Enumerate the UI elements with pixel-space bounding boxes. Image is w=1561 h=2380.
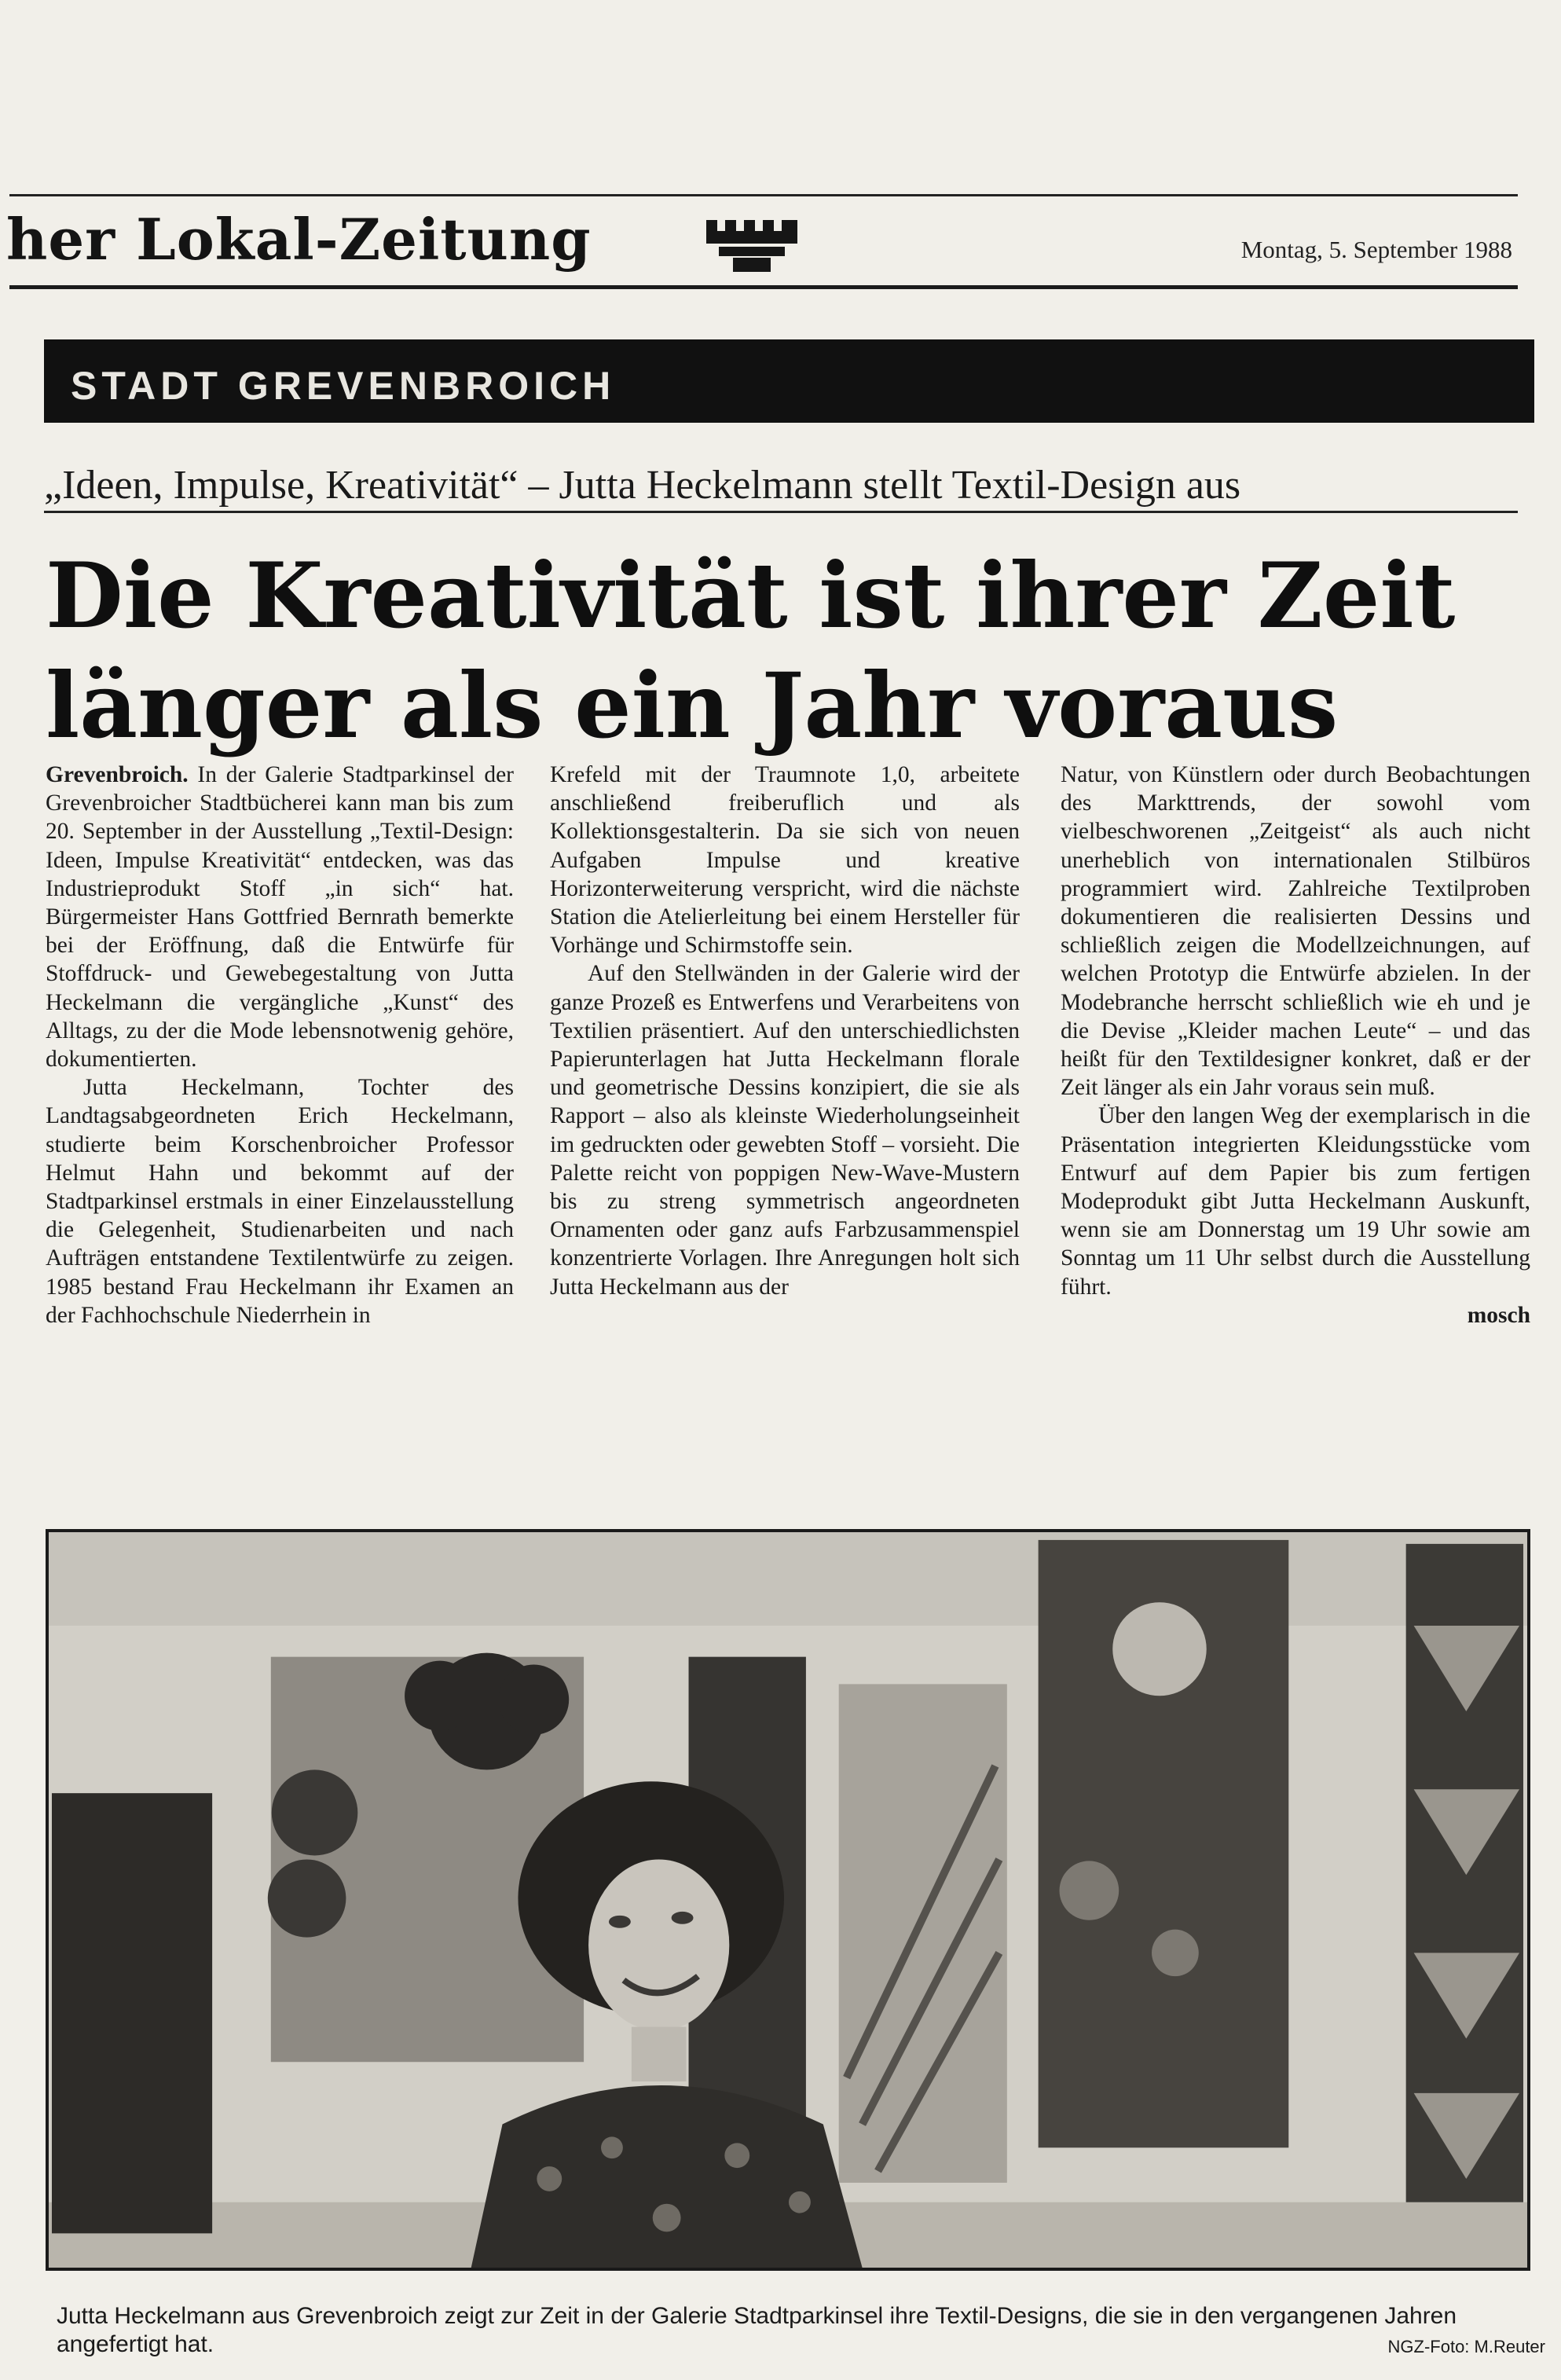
exhibition-photo-image <box>49 1532 1527 2268</box>
exhibition-photo <box>46 1529 1530 2271</box>
paragraph: Über den langen Weg der exemplarisch in die Präsentation integrierten Kleidungsstücke vom Entwurf auf dem Papier bis zum fertigen Modeprodukt gibt Jutta Heckelmann Auskunft, wenn sie am Donnerstag um 19 Uhr sowie am Sonntag um 11 Uhr selbst durch die Ausstellung führt. <box>1061 1103 1530 1300</box>
masthead-name: her Lokal-Zeitung <box>6 206 592 273</box>
masthead-rule-bottom <box>9 285 1518 289</box>
kicker-rule <box>44 511 1518 513</box>
paragraph: Krefeld mit der Traumnote 1,0, arbeitete anschließend freiberuflich und als Kollektionsgestalterin. Da sie sich von neuen Aufgaben Impulse und kreative Horizonterweiterung verspricht, wird die nächste Station die Atelierleitung bei einem Hersteller für Vorhänge und Schirmstoffe sein. <box>550 762 1020 959</box>
photo-credit: NGZ-Foto: M.Reuter <box>1387 2337 1545 2356</box>
paragraph-text: In der Galerie Stadtparkinsel der Grevenbroicher Stadtbücherei kann man bis zum 20. September in der Ausstellung „Textil-Design: Ideen, Impulse Kreativität“ entdecken, was das Industrieprodukt Stoff „in sich“ hat. Bürgermeister Hans Gottfried Bernrath bemerkte bei der Eröffnung, daß die Entwürfe für Stoffdruck- und Gewebegestaltung von Jutta Heckelmann die vergängliche „Kunst“ des Alltags, zu der die Mode lebensnotwenig gehöre, dokumentierten. <box>46 762 514 1073</box>
section-label: STADT GREVENBROICH <box>71 364 616 408</box>
dateline: Grevenbroich. <box>46 762 189 787</box>
article-headline: Die Kreativität ist ihrer Zeit länger als ein Jahr voraus <box>46 543 1456 758</box>
article-kicker: „Ideen, Impulse, Kreativität“ – Jutta Heckelmann stellt Textil-Design aus <box>44 463 1241 508</box>
paragraph: Natur, von Künstlern oder durch Beobachtungen des Markttrends, der sowohl vom vielbeschworenen „Zeitgeist“ als auch nicht unerheblich von internationalen Stilbüros programmiert wird. Zahlreiche Textilproben dokumentieren die realisierten Dessins und schließlich zeigen die Modellzeichnungen, auf welchen Prototyp die Entwürfe abzielen. In der Modebranche herrscht schließlich wie eh und je die Devise „Kleider machen Leute“ – und das heißt für den Textildesigner konkret, daß er der Zeit länger als ein Jahr voraus sein muß. <box>1061 762 1530 1101</box>
author-signature: mosch <box>1467 1302 1530 1328</box>
castle-crest-icon <box>702 214 802 275</box>
article-column-3 <box>1061 761 1530 1483</box>
paragraph: Jutta Heckelmann, Tochter des Landtagsabgeordneten Erich Heckelmann, studierte beim Korschenbroicher Professor Helmut Hahn und bekommt auf der Stadtparkinsel erstmals in einer Einzelausstellung die Gelegenheit, Studienarbeiten und nach Aufträgen entstandene Textilentwürfe zu zeigen. 1985 bestand Frau Heckelmann ihr Examen an der Fachhochschule Niederrhein in <box>46 1075 514 1328</box>
masthead-rule-top <box>9 194 1518 196</box>
photo-caption: Jutta Heckelmann aus Grevenbroich zeigt zur Zeit in der Galerie Stadtparkinsel ihre Textil-Designs, die sie in den vergangenen Jahren angefertigt hat. <box>57 2303 1457 2357</box>
article-column-1 <box>46 761 514 1483</box>
masthead-date: Montag, 5. September 1988 <box>1240 236 1512 263</box>
paragraph: Auf den Stellwänden in der Galerie wird der ganze Prozeß es Entwerfens und Verarbeitens von Textilien präsentiert. Auf den unterschiedlichsten Papierunterlagen hat Jutta Heckelmann florale und geometrische Dessins konzipiert, die sie als Rapport – also als kleinste Wiederholungseinheit im gedruckten oder gewebten Stoff – vorsieht. Die Palette reicht von poppigen New-Wave-Mustern bis zu streng symmetrisch angeordneten Ornamenten oder ganz aufs Farbzusammenspiel konzentrierte Vorlagen. Ihre Anregungen holt sich Jutta Heckelmann aus der <box>550 961 1020 1300</box>
article-column-2 <box>550 761 1020 1483</box>
paragraph <box>46 761 514 1073</box>
